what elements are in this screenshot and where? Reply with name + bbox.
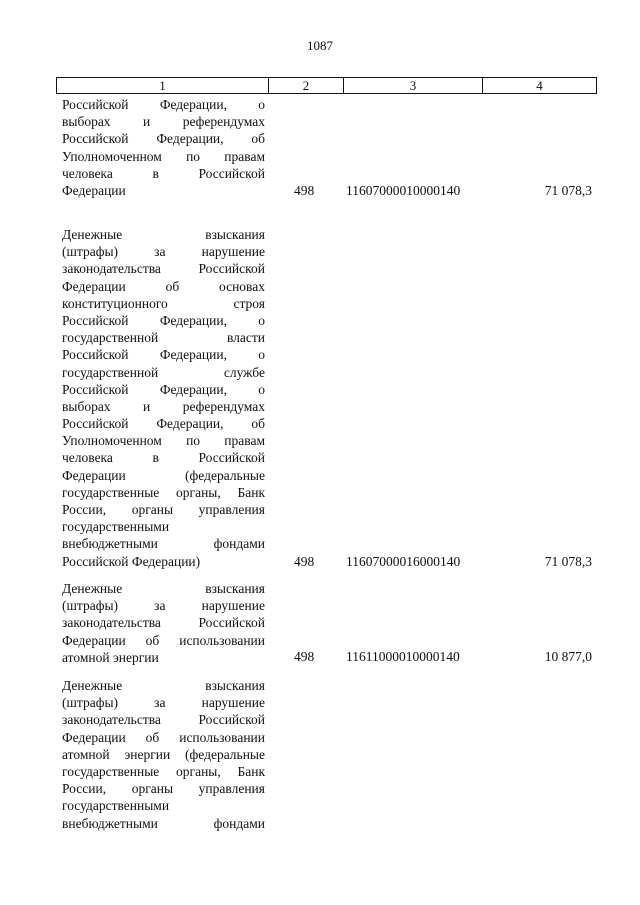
description-line: человека в Российской — [62, 450, 265, 466]
description-line: Российской Федерации, об — [62, 131, 265, 147]
description-line: Российской Федерации, о — [62, 347, 265, 363]
description-line: России, органы управления — [62, 781, 265, 797]
description-line: (штрафы) за нарушение — [62, 695, 265, 711]
budget-code: 11607000010000140 — [346, 183, 461, 198]
description-line: внебюджетными фондами — [62, 536, 265, 552]
description-line: государственными — [62, 798, 170, 814]
description-line: государственной власти — [62, 330, 265, 346]
description-line: конституционного строя — [62, 295, 265, 311]
description-line: выборах и референдумах — [62, 398, 265, 414]
description-line: государственные органы, Банк — [62, 763, 265, 779]
row-description — [62, 226, 265, 570]
admin-code: 498 — [294, 649, 315, 664]
column-header-2: 2 — [269, 78, 344, 94]
column-header-1: 1 — [57, 78, 269, 94]
description-line: Российской Федерации, о — [62, 97, 265, 112]
description-line: законодательства Российской — [62, 615, 265, 631]
description-line: внебюджетными фондами — [62, 815, 265, 831]
description-line: атомной энергии — [62, 649, 159, 665]
description-line: Федерации об основах — [62, 278, 265, 294]
admin-code: 498 — [294, 554, 315, 569]
description-line: Денежные взыскания — [62, 227, 265, 242]
amount: 71 078,3 — [544, 554, 592, 569]
description-line: Российской Федерации, о — [62, 381, 265, 397]
description-line: (штрафы) за нарушение — [62, 598, 265, 614]
description-line: атомной энергии (федеральные — [62, 746, 265, 762]
admin-code: 498 — [294, 183, 315, 198]
description-line: Российской Федерации, о — [62, 312, 265, 328]
description-line: Федерации об использовании — [62, 729, 265, 745]
description-line: Денежные взыскания — [62, 678, 265, 693]
row-description — [62, 580, 265, 666]
amount: 71 078,3 — [544, 183, 592, 198]
description-line: государственные органы, Банк — [62, 484, 265, 500]
description-line: законодательства Российской — [62, 261, 265, 277]
row-description — [62, 96, 265, 199]
description-line: Федерации об использовании — [62, 632, 265, 648]
column-header-3: 3 — [344, 78, 483, 94]
description-line: государственными — [62, 519, 170, 535]
description-line: законодательства Российской — [62, 712, 265, 728]
description-line: Уполномоченном по правам — [62, 433, 265, 449]
page-number: 1087 — [307, 38, 333, 53]
description-line: (штрафы) за нарушение — [62, 244, 265, 260]
amount: 10 877,0 — [544, 649, 592, 664]
description-line: человека в Российской — [62, 165, 265, 181]
row-description — [62, 677, 265, 832]
description-line: Федерации (федеральные — [62, 467, 265, 483]
description-line: Федерации — [62, 182, 126, 198]
description-line: Уполномоченном по правам — [62, 148, 265, 164]
description-line: Российской Федерации) — [62, 553, 201, 569]
table-header — [56, 77, 597, 94]
description-line: Российской Федерации, об — [62, 416, 265, 432]
description-line: России, органы управления — [62, 502, 265, 517]
budget-code: 11607000016000140 — [346, 554, 461, 569]
description-line: Денежные взыскания — [62, 581, 265, 596]
description-line: государственной службе — [62, 364, 265, 380]
budget-code: 11611000010000140 — [346, 649, 460, 664]
description-line: выборах и референдумах — [62, 114, 265, 130]
column-header-4: 4 — [483, 78, 597, 94]
